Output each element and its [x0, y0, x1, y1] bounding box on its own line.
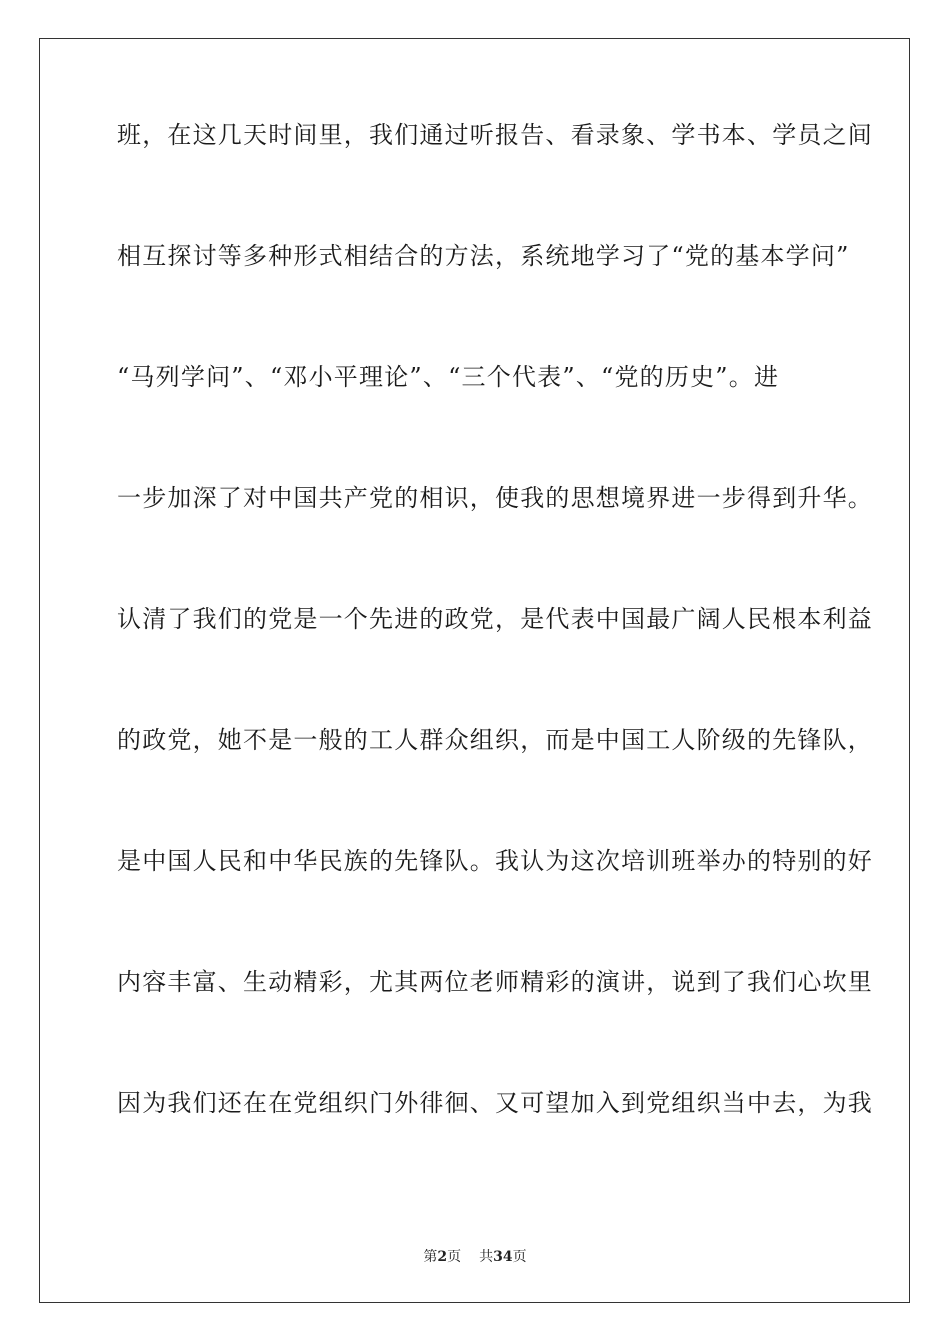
total-pages-prefix: 共: [479, 1249, 494, 1265]
page-number-suffix: 页: [447, 1249, 462, 1265]
text-line-1: 班，在这几天时间里，我们通过听报告、看录象、学书本、学员之间: [117, 121, 873, 149]
text-line-3: “马列学问”、“邓小平理论”、“三个代表”、“党的历史”。进: [117, 363, 780, 391]
text-line-8: 内容丰富、生动精彩，尤其两位老师精彩的演讲，说到了我们心坎里: [117, 968, 873, 996]
total-pages-suffix: 页: [512, 1249, 527, 1265]
text-line-7: 是中国人民和中华民族的先锋队。我认为这次培训班举办的特别的好: [117, 847, 873, 875]
page-number-prefix: 第: [423, 1249, 438, 1265]
text-line-9: 因为我们还在在党组织门外徘徊、又可望加入到党组织当中去，为我: [117, 1089, 873, 1117]
page-number: 2: [437, 1249, 448, 1265]
text-line-2: 相互探讨等多种形式相结合的方法，系统地学习了“党的基本学问”: [117, 242, 850, 270]
text-line-6: 的政党，她不是一般的工人群众组织，而是中国工人阶级的先锋队，: [117, 726, 873, 754]
total-pages: 34: [493, 1249, 513, 1265]
text-line-5: 认清了我们的党是一个先进的政党，是代表中国最广阔人民根本利益: [117, 605, 873, 633]
document-body: [117, 120, 873, 1209]
page-footer: [0, 1248, 950, 1266]
text-line-4: 一步加深了对中国共产党的相识，使我的思想境界进一步得到升华。: [117, 484, 873, 512]
